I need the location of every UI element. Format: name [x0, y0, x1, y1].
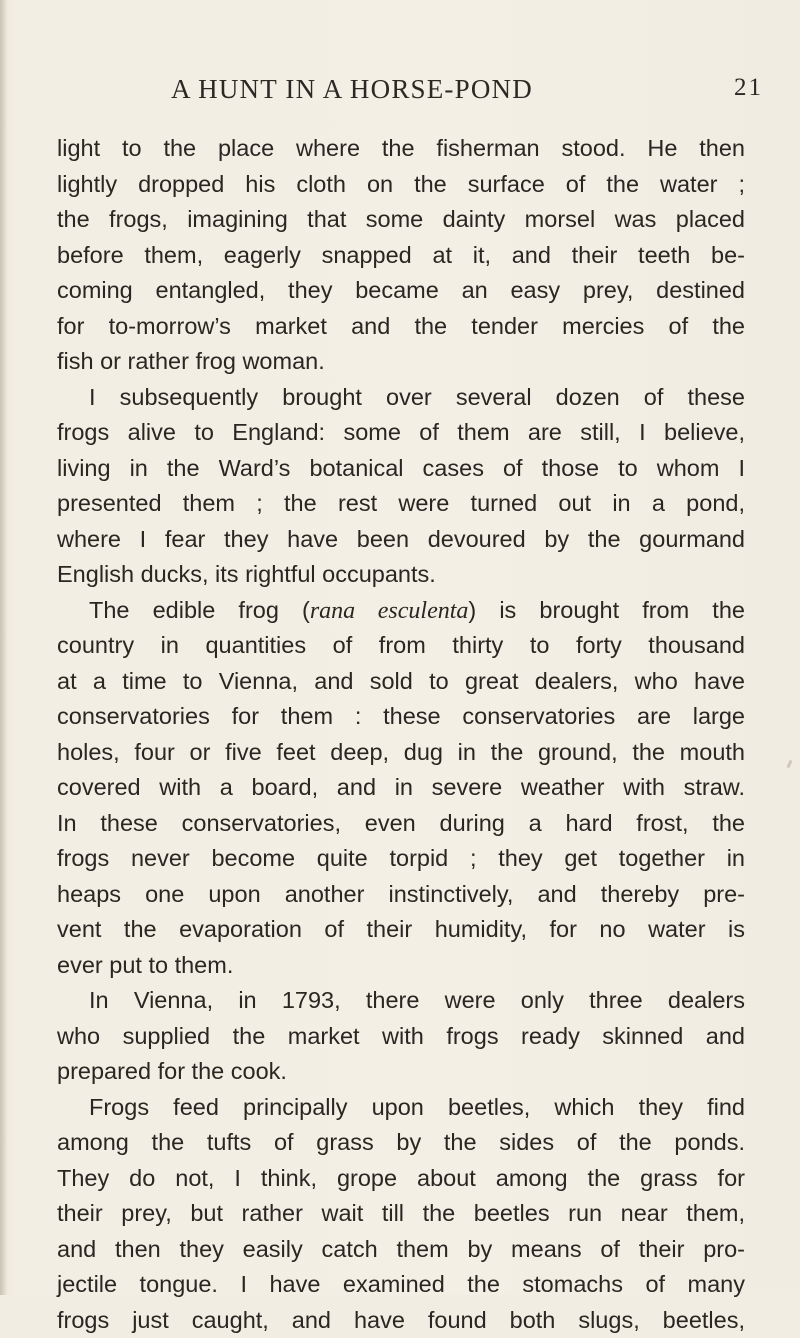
text-line: jectile tongue. I have examined the stomachs of many	[57, 1267, 745, 1303]
text-line-with-italic	[57, 593, 745, 629]
text-line: In Vienna, in 1793, there were only three dealers	[57, 983, 745, 1019]
text-line: ever put to them.	[57, 948, 745, 984]
text-line: their prey, but rather wait till the beetles run near them,	[57, 1196, 745, 1232]
text-line: fish or rather frog woman.	[57, 344, 745, 380]
text-line: living in the Ward’s botanical cases of those to whom I	[57, 451, 745, 487]
page-number: 21	[734, 74, 763, 102]
body-text	[57, 131, 745, 1338]
text-line: country in quantities of from thirty to forty thousand	[57, 628, 745, 664]
italic-species-name: rana esculenta	[310, 598, 469, 624]
text-line: at a time to Vienna, and sold to great dealers, who have	[57, 664, 745, 700]
text-line: frogs just caught, and have found both slugs, beetles,	[57, 1303, 745, 1338]
text-line: coming entangled, they became an easy prey, destined	[57, 273, 745, 309]
text-line: frogs never become quite torpid ; they get together in	[57, 841, 745, 877]
text-line: They do not, I think, grope about among the grass for	[57, 1161, 745, 1197]
text-line: conservatories for them : these conservatories are large	[57, 699, 745, 735]
text-line: heaps one upon another instinctively, and thereby pre-	[57, 877, 745, 913]
text-line: covered with a board, and in severe weather with straw.	[57, 770, 745, 806]
text-line: Frogs feed principally upon beetles, which they find	[57, 1090, 745, 1126]
running-header	[0, 74, 800, 114]
text-line: I subsequently brought over several dozen of these	[57, 380, 745, 416]
running-title: A HUNT IN A HORSE-POND	[171, 74, 533, 105]
text-line: light to the place where the fisherman stood. He then	[57, 131, 745, 167]
text-span: The edible frog (	[89, 597, 310, 623]
text-line: vent the evaporation of their humidity, for no water is	[57, 912, 745, 948]
text-line: where I fear they have been devoured by the gourmand	[57, 522, 745, 558]
text-line: lightly dropped his cloth on the surface of the water ;	[57, 167, 745, 203]
text-line: presented them ; the rest were turned out in a pond,	[57, 486, 745, 522]
text-line: holes, four or five feet deep, dug in the ground, the mouth	[57, 735, 745, 771]
text-span: ) is brought from the	[468, 597, 745, 623]
text-line: and then they easily catch them by means of their pro-	[57, 1232, 745, 1268]
text-line: among the tufts of grass by the sides of the ponds.	[57, 1125, 745, 1161]
text-line: prepared for the cook.	[57, 1054, 745, 1090]
text-line: frogs alive to England: some of them are still, I believe,	[57, 415, 745, 451]
text-line: the frogs, imagining that some dainty morsel was placed	[57, 202, 745, 238]
text-line: English ducks, its rightful occupants.	[57, 557, 745, 593]
text-line: who supplied the market with frogs ready skinned and	[57, 1019, 745, 1055]
text-line: In these conservatories, even during a hard frost, the	[57, 806, 745, 842]
text-line: before them, eagerly snapped at it, and their teeth be-	[57, 238, 745, 274]
text-line: for to-morrow’s market and the tender mercies of the	[57, 309, 745, 345]
paper-speck	[786, 760, 792, 769]
page-binding-edge	[0, 0, 7, 1295]
